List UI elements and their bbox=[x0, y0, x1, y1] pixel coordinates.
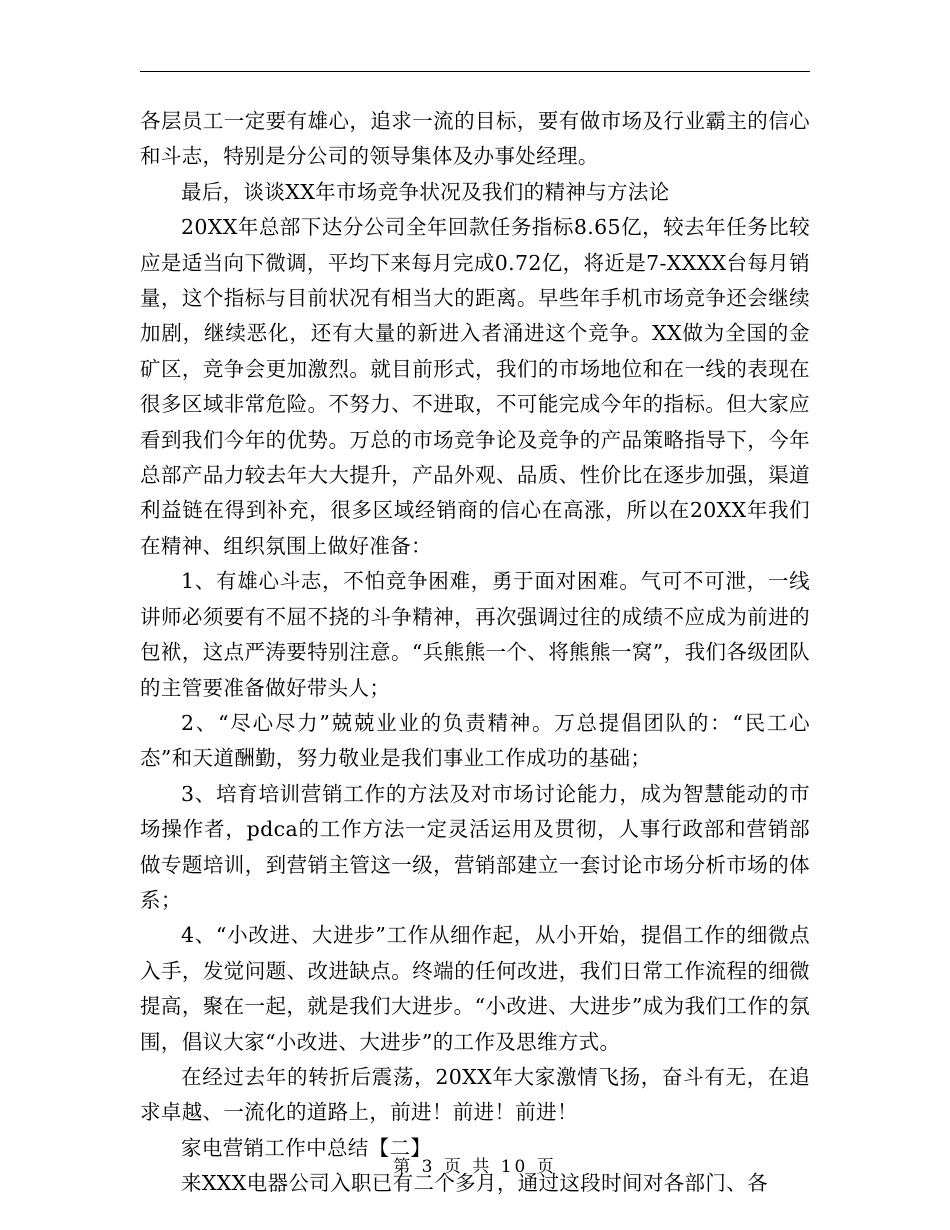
paragraph: 4、“小改进、大进步”工作从细作起，从小开始，提倡工作的细微点入手，发觉问题、改进缺点。终端的任何改进，我们日常工作流程的细微提高，聚在一起，就是我们大进步。“小改进、大进步”成为我们工作的氛围，倡议大家“小改进、大进步”的工作及思维方式。 bbox=[140, 923, 810, 1054]
paragraph: 1、有雄心斗志，不怕竞争困难，勇于面对困难。气可不可泄，一线讲师必须要有不屈不挠的斗争精神，再次强调过往的成绩不应成为前进的包袱，这点严涛要特别注意。“兵熊熊一个、将熊熊一窝”，我们各级团队的主管要准备做好带头人； bbox=[140, 569, 810, 700]
paragraph: 在经过去年的转折后震荡，20XX年大家激情飞扬，奋斗有无，在追求卓越、一流化的道路上，前进！前进！前进！ bbox=[140, 1064, 810, 1125]
header-rule bbox=[140, 71, 810, 72]
paragraph: 3、培育培训营销工作的方法及对市场讨论能力，成为智慧能动的市场操作者，pdca的工作方法一定灵活运用及贯彻，人事行政部和营销部做专题培训，到营销主管这一级，营销部建立一套讨论市场分析市场的体系； bbox=[140, 781, 810, 912]
section-heading: 家电营销工作中总结【二】 bbox=[181, 1135, 432, 1160]
paragraph: 2、“尽心尽力”兢兢业业的负责精神。万总提倡团队的：“民工心态”和天道酬勤，努力敬业是我们事业工作成功的基础； bbox=[140, 710, 810, 771]
document-body bbox=[140, 104, 810, 1202]
paragraph: 各层员工一定要有雄心，追求一流的目标，要有做市场及行业霸主的信心和斗志，特别是分公司的领导集体及办事处经理。 bbox=[140, 109, 810, 169]
page-number-footer: 第 3 页 共 10 页 bbox=[393, 1157, 557, 1177]
paragraph: 20XX年总部下达分公司全年回款任务指标8.65亿，较去年任务比较应是适当向下微调，平均下来每月完成0.72亿，将近是7-XXXX台每月销量，这个指标与目前状况有相当大的距离。早些年手机市场竞争还会继续加剧，继续恶化，还有大量的新进入者涌进这个竞争。XX做为全国的金矿区，竞争会更加激烈。就目前形式，我们的市场地位和在一线的表现在很多区域非常危险。不努力、不进取，不可能完成今年的指标。但大家应看到我们今年的优势。万总的市场竞争论及竞争的产品策略指导下，今年总部产品力较去年大大提升，产品外观、品质、性价比在逐步加强，渠道利益链在得到补充，很多区域经销商的信心在高涨，所以在20XX年我们在精神、组织氛围上做好准备： bbox=[140, 215, 810, 558]
paragraph: 最后，谈谈XX年市场竞争状况及我们的精神与方法论 bbox=[181, 179, 670, 204]
paragraph: 来XXX电器公司入职已有二个多月，通过这段时间对各部门、各 bbox=[181, 1171, 768, 1196]
